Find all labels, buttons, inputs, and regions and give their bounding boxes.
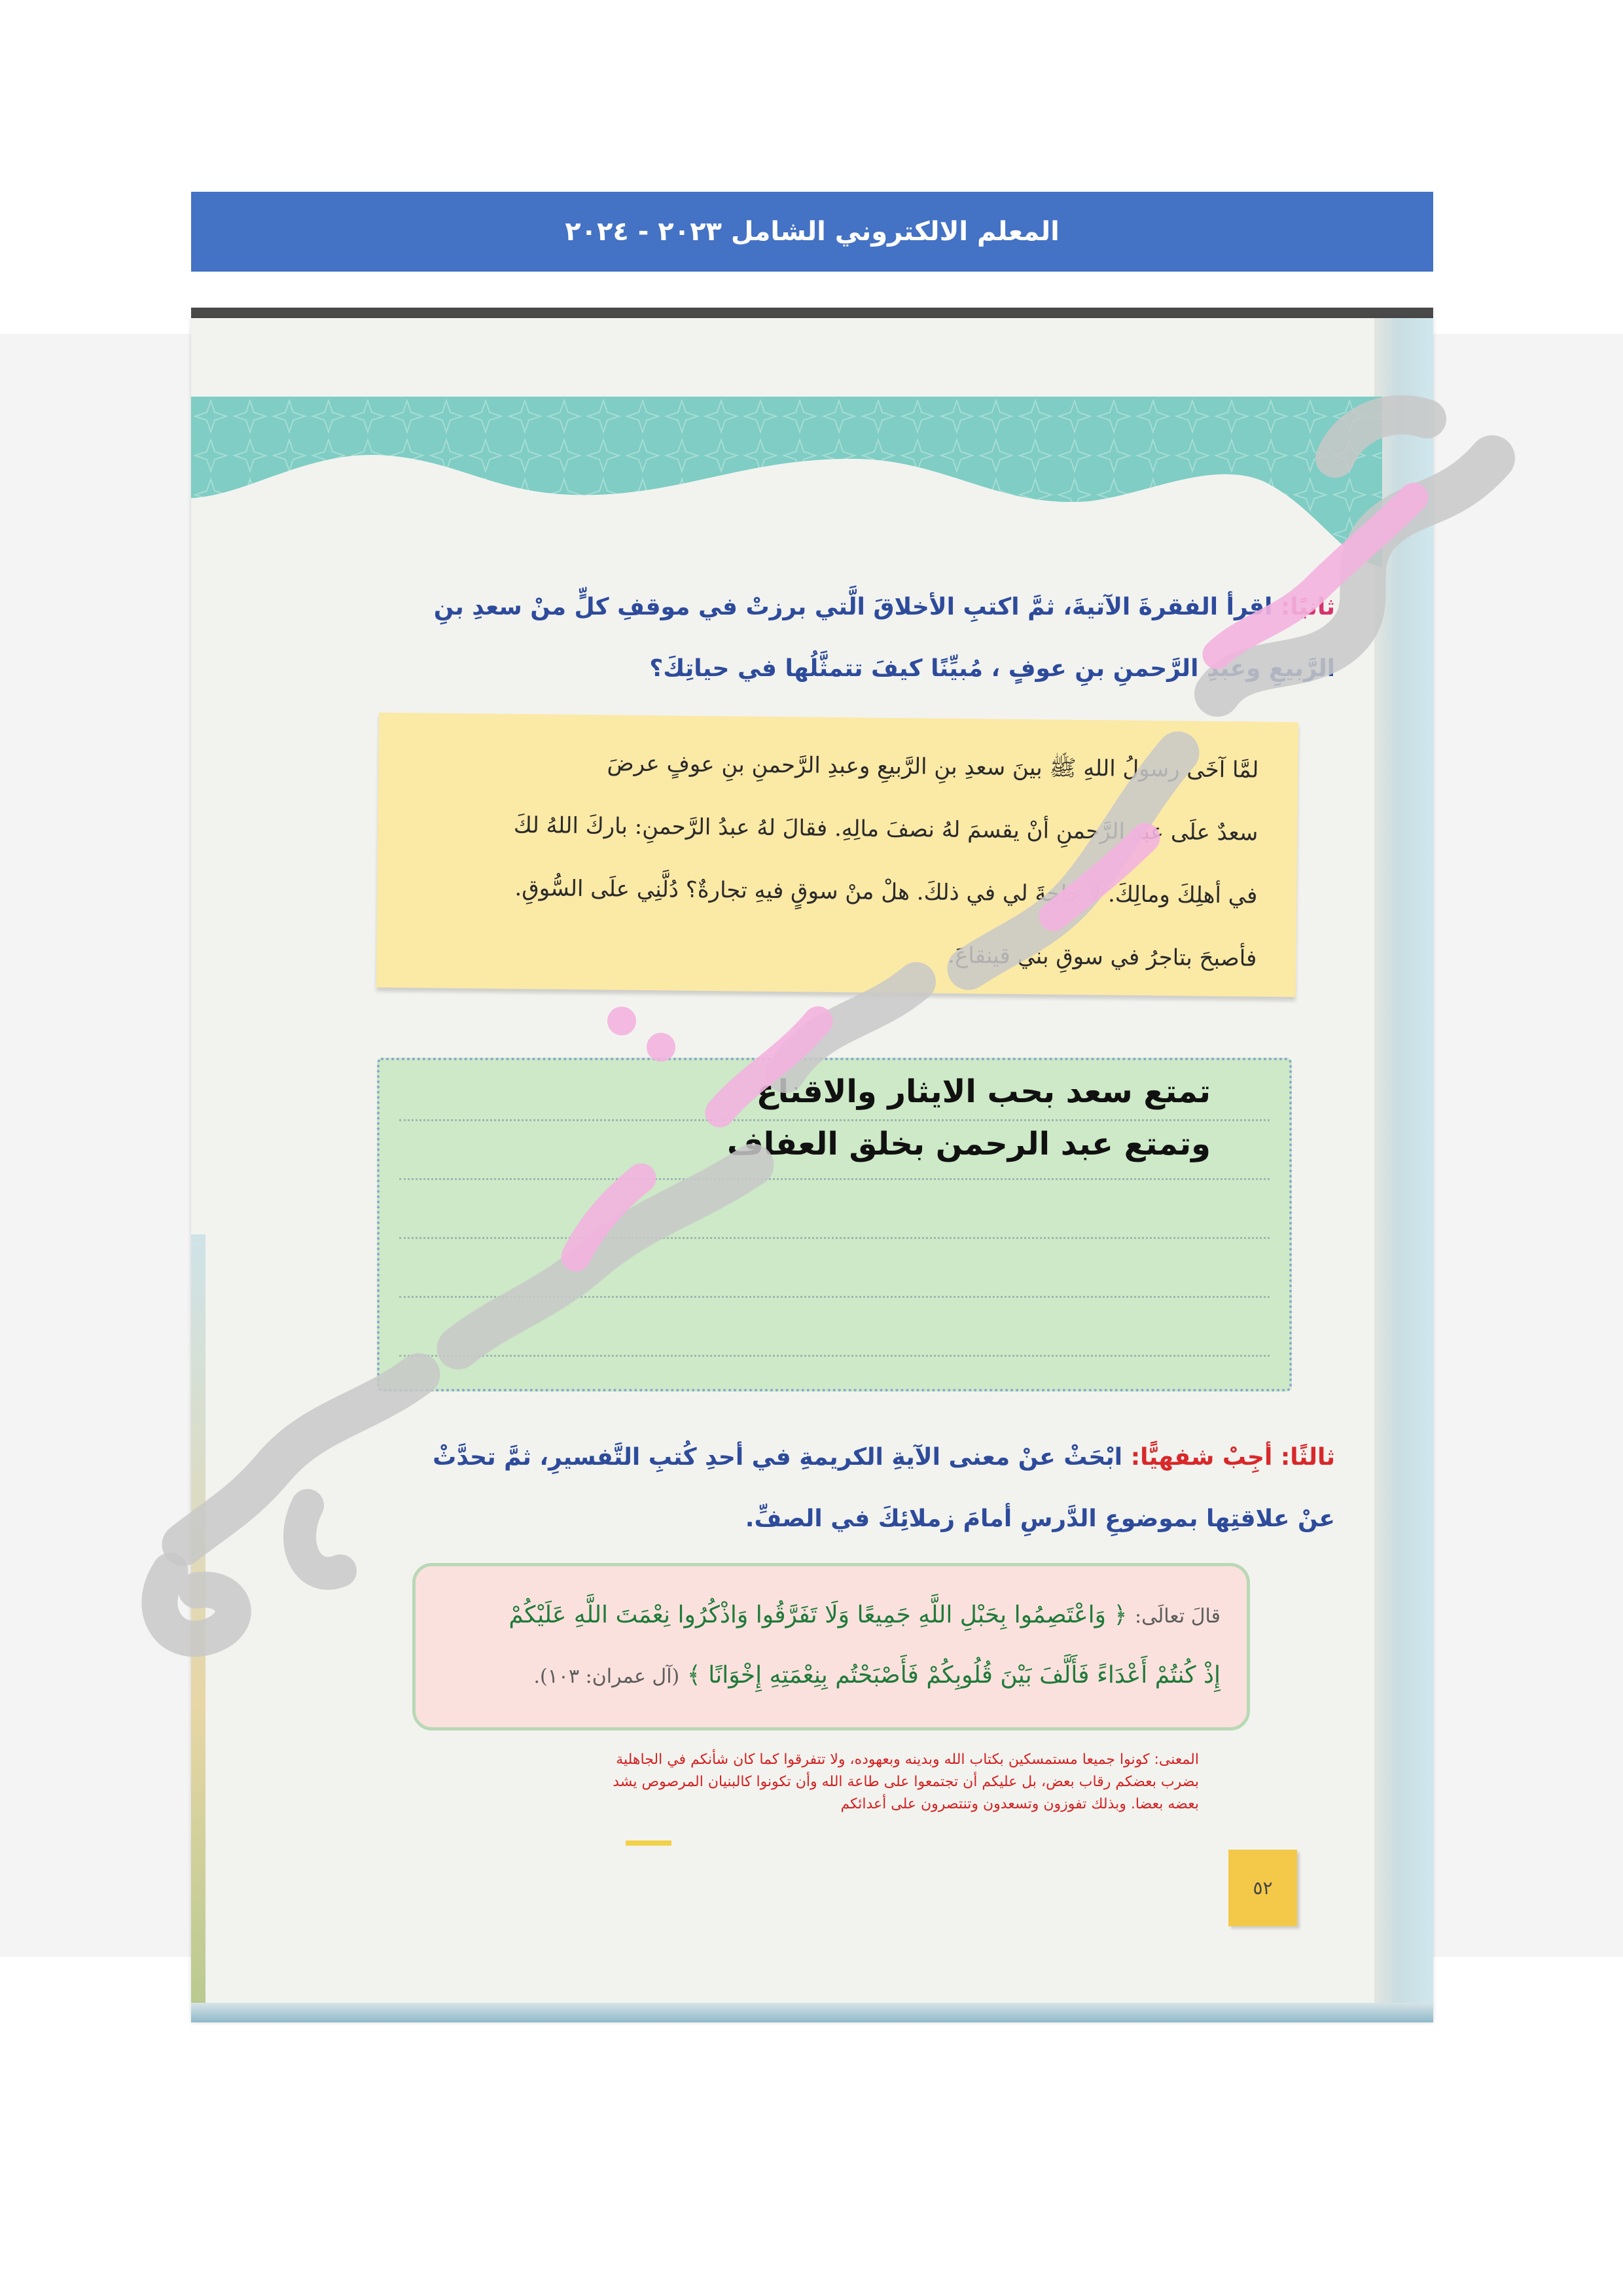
page-edge-left [191,1234,205,2020]
passage-line: سعدٌ علَى عبدِ الرَّحمنِ أنْ يقسمَ لهُ نصفَ مالِهِ. فقالَ لهُ عبدُ الرَّحمنِ: باركَ اللهُ لكَ [513,812,1258,846]
page-edge-bottom [191,2003,1433,2022]
page-number: ٥٢ [1228,1850,1297,1926]
section3-label: ثالثًا: أجِبْ شفهيًّا: [1130,1444,1335,1471]
divider-bar [191,308,1433,318]
section3-instruction-line2: عنْ علاقتِها بموضوعِ الدَّرسِ أمامَ زملائِكَ في الصفِّ. [745,1505,1335,1532]
section2-label: ثانيًا: [1280,594,1335,620]
passage-line: في أهلِكَ ومالِكَ. لا حاجةَ لي في ذلكَ. هلْ منْ سوقٍ فيهِ تجارةٌ؟ دُلَّنِي علَى السُّوقِ. [514,874,1258,909]
answer-line2: وتمتع عبد الرحمن بخلق العفاف [726,1126,1211,1162]
writing-line [399,1178,1270,1180]
passage-line: لمَّا آخَى رسولُ اللهِ ﷺ بينَ سعدِ بنِ الرَّبيعِ وعبدِ الرَّحمنِ بنِ عوفٍ عرضَ [607,750,1259,783]
decorative-wave [191,397,1382,567]
verse-prefix: قالَ تعالَى: [1134,1605,1221,1628]
section3-instruction-line1: ثالثًا: أجِبْ شفهيًّا: ابْحَثْ عنْ معنى الآيةِ الكريمةِ في أحدِ كُتبِ التَّفسيرِ، ثمَّ تحدَّثْ [433,1444,1335,1471]
writing-line [399,1355,1270,1357]
passage-box [376,713,1298,997]
passage-line: فأصبحَ بتاجرُ في سوقِ بني قينقاعَ. [948,942,1257,972]
meaning-underline [626,1840,671,1846]
banner-title: المعلم الالكتروني الشامل ٢٠٢٣ - ٢٠٢٤ [565,217,1060,247]
answer-line1: تمتع سعد بحب الايثار والاقناع [756,1073,1211,1110]
answer-box[interactable] [377,1058,1292,1391]
header-banner [191,192,1433,272]
section2-instruction-line2: الرَّبيعِ وعبدِ الرَّحمنِ بنِ عوفٍ ، مُبيِّنًا كيفَ تتمثَّلُها في حياتِكَ؟ [649,655,1335,682]
writing-line [399,1296,1270,1298]
verse-reference: (آل عمران: ١٠٣). [533,1665,680,1688]
textbook-page [191,318,1433,2022]
page-edge-right [1374,318,1433,2022]
section2-instruction-line1: ثانيًا: اقرأ الفقرةَ الآتيةَ، ثمَّ اكتبِ الأخلاقَ الَّتي برزتْ في موقفِ كلٍّ منْ سعدِ بنِ [433,594,1335,620]
verse-line1: قالَ تعالَى: ﴿ وَاعْتَصِمُوا بِحَبْلِ اللَّهِ جَمِيعًا وَلَا تَفَرَّقُوا وَاذْكُرُوا نِعْمَتَ اللَّهِ عَلَيْكُمْ [508,1602,1221,1628]
verse-line2: إِذْ كُنتُمْ أَعْدَاءً فَأَلَّفَ بَيْنَ قُلُوبِكُمْ فَأَصْبَحْتُم بِنِعْمَتِهِ إِخْوَانًا ﴾ (آل عمران: ١٠٣). [533,1662,1221,1689]
quran-verse-box [412,1563,1250,1731]
verse-meaning: المعنى: كونوا جميعا مستمسكين بكتاب الله وبدينه وبعهوده، ولا تتفرقوا كما كان شأنكم في الجاهلية بضرب بعضكم رقاب بعض، بل عليكم أن تجتمعوا على طاعة الله وأن تكونوا كالبنيان المرصوص يشد بعضه بعضا. وبذلك تفوزون وتسعدون وتنتصرون على أعدائكم [613,1751,1199,1812]
writing-line [399,1237,1270,1239]
